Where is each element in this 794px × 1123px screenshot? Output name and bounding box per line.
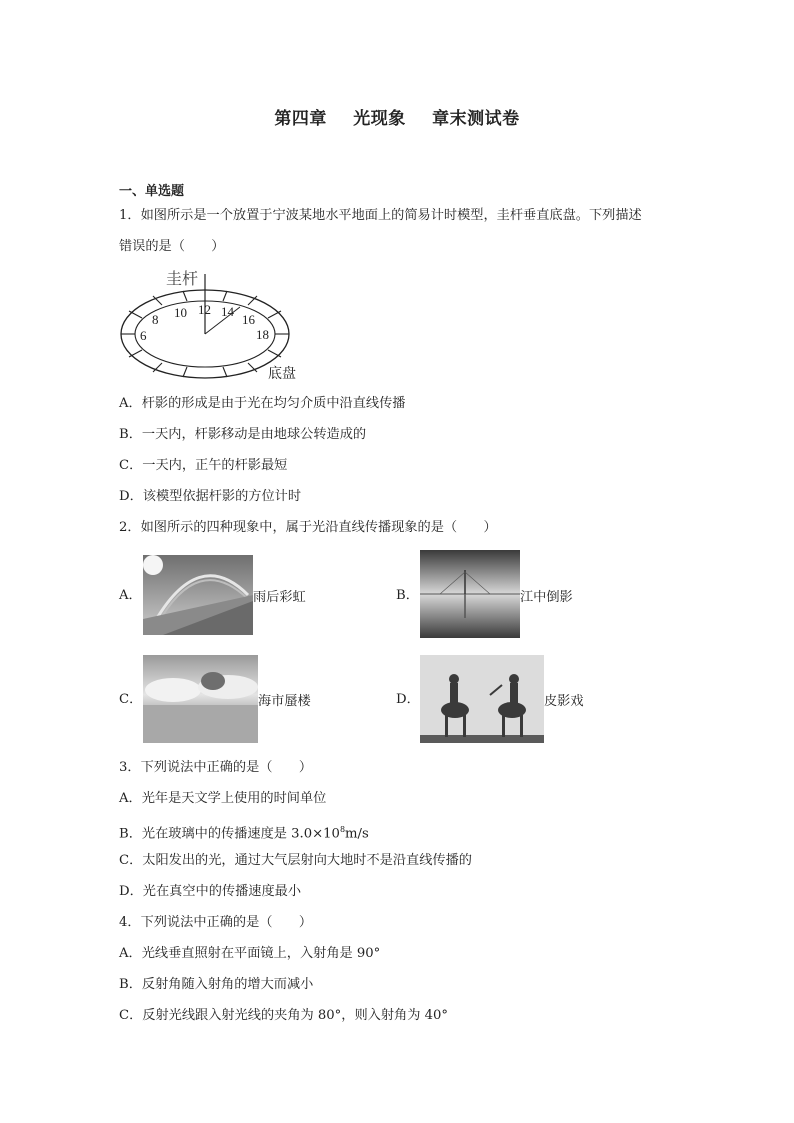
q2-option-b-letter: B． (396, 588, 419, 603)
page-title (0, 104, 794, 129)
q3-option-b-exponent: 8 (339, 825, 346, 834)
dial-number: 18 (256, 327, 269, 342)
q2-option-a-caption: 雨后彩虹 (253, 590, 306, 605)
q3-option-d: D．光在真空中的传播速度最小 (119, 884, 302, 899)
q1-option-d: D．该模型依据杆影的方位计时 (119, 489, 302, 504)
q4-option-a: A．光线垂直照射在平面镜上，入射角是 90° (119, 946, 381, 961)
dial-number: 12 (198, 302, 211, 317)
q4-option-b: B．反射角随入射角的增大而减小 (119, 977, 314, 992)
dial-number: 14 (221, 304, 234, 319)
q2-stem: 2．如图所示的四种现象中，属于光沿直线传播现象的是（ ） (119, 520, 497, 535)
q1-option-c: C．一天内，正午的杆影最短 (119, 458, 288, 473)
q3-option-b-text: B．光在玻璃中的传播速度是 3.0×10 (119, 826, 340, 842)
q2-option-c-caption: 海市蜃楼 (258, 694, 311, 709)
q2-option-a-letter: A． (119, 588, 142, 603)
section-heading: 一、单选题 (119, 184, 185, 199)
q3-option-a: A．光年是天文学上使用的时间单位 (119, 791, 327, 806)
shadow-puppet-photo (420, 655, 544, 743)
q2-option-c-letter: C． (119, 692, 143, 707)
q2-option-b-caption: 江中倒影 (520, 590, 573, 605)
dial-number: 6 (140, 328, 147, 343)
q3-option-b (119, 820, 369, 844)
sundial-figure (115, 262, 315, 387)
title-chapter: 第四章 (274, 109, 327, 129)
base-label: 底盘 (268, 366, 296, 382)
q1-option-b: B．一天内，杆影移动是由地球公转造成的 (119, 427, 367, 442)
q1-option-a: A．杆影的形成是由于光在均匀介质中沿直线传播 (119, 396, 406, 411)
pole-label: 圭杆 (166, 269, 199, 288)
title-test: 章末测试卷 (432, 109, 520, 129)
q3-option-b-unit: m/s (345, 826, 369, 842)
q3-option-c: C．太阳发出的光，通过大气层射向大地时不是沿直线传播的 (119, 853, 472, 868)
q1-stem-line2: 错误的是（ ） (119, 239, 225, 254)
dial-number: 10 (174, 305, 187, 320)
q4-stem: 4．下列说法中正确的是（ ） (119, 915, 313, 930)
dial-number: 8 (152, 312, 159, 327)
q3-stem: 3．下列说法中正确的是（ ） (119, 760, 313, 775)
q1-stem-line1: 1．如图所示是一个放置于宁波某地水平地面上的简易计时模型，圭杆垂直底盘。下列描述 (119, 208, 642, 223)
q2-option-d-letter: D． (396, 692, 420, 707)
bridge-reflection-photo (420, 550, 520, 638)
rainbow-photo (143, 555, 253, 635)
dial-number: 16 (242, 312, 255, 327)
q2-option-d-caption: 皮影戏 (544, 694, 584, 709)
q4-option-c: C．反射光线跟入射光线的夹角为 80°，则入射角为 40° (119, 1008, 448, 1023)
mirage-photo (143, 655, 258, 743)
title-topic: 光现象 (353, 109, 406, 129)
